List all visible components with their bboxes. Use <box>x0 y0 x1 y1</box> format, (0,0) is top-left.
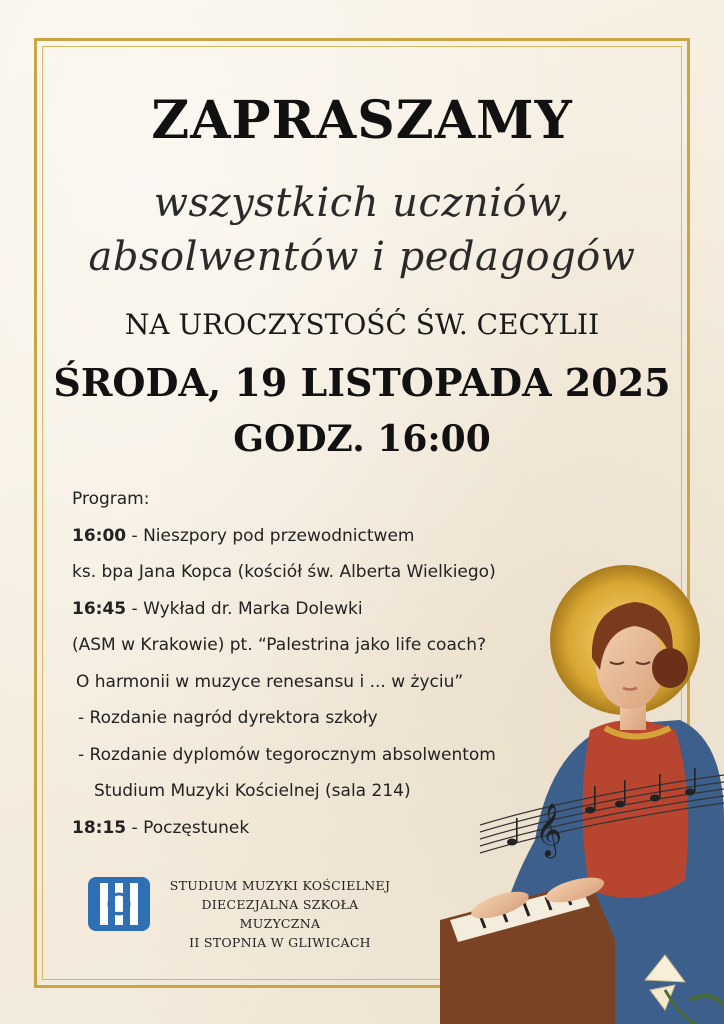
school-line-1: STUDIUM MUZYKI KOŚCIELNEJ <box>169 878 391 893</box>
program-time: 16:45 <box>72 598 127 619</box>
school-line-3: II STOPNIA W GLIWICACH <box>189 935 371 950</box>
program-text: O harmonii w muzyce renesansu i ... w życiu” <box>76 671 464 692</box>
program-text: - Nieszpory pod przewodnictwem <box>126 525 415 546</box>
program-time: 16:00 <box>72 525 127 546</box>
program-text: - Rozdanie dyplomów tegorocznym absolwentom <box>78 744 496 765</box>
school-line-2: DIECEZJALNA SZKOŁA MUZYCZNA <box>201 897 359 931</box>
program-item <box>72 522 572 559</box>
robe-icon <box>583 720 689 898</box>
invite-line-1: wszystkich uczniów, <box>153 180 571 226</box>
saint-cecilia-illustration <box>440 560 724 1024</box>
program-text: (ASM w Krakowie) pt. “Palestrina jako life coach? <box>72 635 487 655</box>
program-text: Studium Muzyki Kościelnej (sala 214) <box>94 781 411 801</box>
svg-text:𝄞: 𝄞 <box>535 802 563 856</box>
headline: ZAPRASZAMY <box>151 90 573 151</box>
program-text: - Rozdanie nagród dyrektora szkoły <box>78 708 378 728</box>
program-text: - Wykład dr. Marka Dolewki <box>126 598 363 619</box>
event-time: GODZ. 16:00 <box>233 418 491 460</box>
school-logo-icon <box>88 873 150 935</box>
program-text: ks. bpa Jana Kopca (kościół św. Alberta Wielkiego) <box>72 562 496 582</box>
program-heading: Program: <box>72 489 150 509</box>
event-title: NA UROCZYSTOŚĆ ŚW. CECYLII <box>124 308 600 341</box>
school-name <box>160 876 400 952</box>
invite-line-2: absolwentów i pedagogów <box>88 234 636 280</box>
event-date: ŚRODA, 19 LISTOPADA 2025 <box>53 360 671 405</box>
program-text: - Poczęstunek <box>126 817 250 838</box>
program-time: 18:15 <box>72 817 127 838</box>
